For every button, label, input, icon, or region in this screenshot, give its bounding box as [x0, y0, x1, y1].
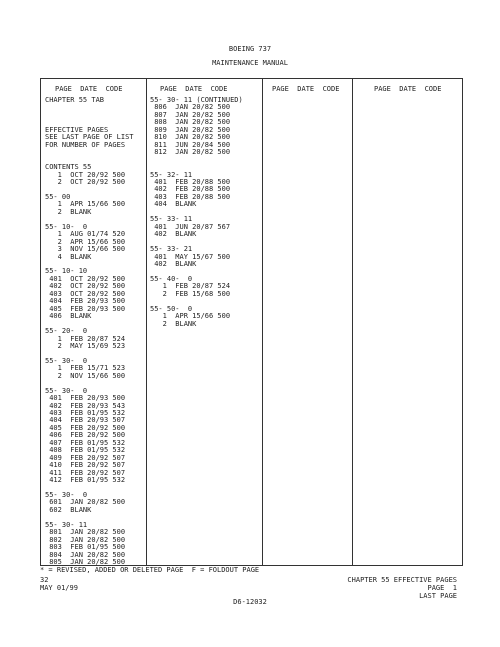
page-number-left: 32 — [40, 576, 49, 584]
entry-line: 405 FEB 20/93 500 — [45, 304, 126, 313]
entry-line: 2 FEB 15/68 500 — [150, 289, 231, 298]
entry-line: 811 JUN 20/84 500 — [150, 140, 231, 149]
entry-line: 803 FEB 01/95 500 — [45, 543, 126, 552]
entry-line: 2 NOV 15/66 500 — [45, 371, 126, 380]
manual-title: BOEING 737 — [228, 45, 272, 53]
entry-line: 3 NOV 15/66 500 — [45, 245, 126, 254]
entry-line: 402 FEB 20/93 543 — [45, 401, 126, 410]
entry-line: 55- 30- 0 — [45, 356, 88, 365]
entry-line: 55- 50- 0 — [150, 304, 193, 313]
column-divider — [146, 79, 147, 565]
column-1 — [45, 85, 145, 567]
entry-line: 404 BLANK — [150, 200, 197, 209]
entry-line: 805 JAN 20/82 500 — [45, 558, 126, 567]
entry-line: 55- 32- 11 — [150, 170, 193, 179]
chapter-label: CHAPTER 55 EFFECTIVE PAGES — [347, 576, 457, 584]
entry-line: 2 BLANK — [150, 319, 197, 328]
entry-line — [45, 104, 145, 111]
column-divider — [262, 79, 263, 565]
entry-line: 404 FEB 20/93 507 — [45, 416, 126, 425]
entry-line — [45, 112, 145, 119]
entry-line: 410 FEB 20/92 507 — [45, 461, 126, 470]
entry-line: 402 BLANK — [150, 230, 197, 239]
entry-line: 1 APR 15/66 500 — [45, 200, 126, 209]
entry-line: 2 BLANK — [45, 207, 92, 216]
entry-line: 55- 10- 0 — [45, 222, 88, 231]
entry-line: 55- 10- 10 — [45, 267, 88, 276]
column-header: PAGE DATE CODE — [374, 85, 442, 93]
entry-line: 802 JAN 20/82 500 — [45, 535, 126, 544]
entry-line — [45, 149, 145, 156]
entry-line: 406 BLANK — [45, 312, 92, 321]
entry-line: FOR NUMBER OF PAGES — [45, 140, 126, 149]
entry-line: 401 FEB 20/93 500 — [45, 394, 126, 403]
entry-line: 55- 30- 11 — [45, 520, 88, 529]
revision-date: MAY 01/99 — [40, 584, 78, 592]
entry-line: 403 FEB 20/88 500 — [150, 192, 231, 201]
legend-note: * = REVISED, ADDED OR DELETED PAGE F = FOLDOUT PAGE — [40, 566, 260, 574]
entry-line: 55- 00 — [45, 192, 71, 201]
manual-subtitle: MAINTENANCE MANUAL — [212, 59, 288, 67]
entry-line: 401 FEB 20/88 500 — [150, 177, 231, 186]
entry-line: 1 OCT 20/92 500 — [45, 170, 126, 179]
entry-line: 1 FEB 15/71 523 — [45, 364, 126, 373]
entry-line: 55- 30- 11 (CONTINUED) — [150, 96, 243, 104]
column-divider — [352, 79, 353, 565]
page-label: PAGE 1 — [427, 584, 457, 592]
entry-line: 801 JAN 20/82 500 — [45, 528, 126, 537]
entry-line: 401 OCT 20/92 500 — [45, 274, 126, 283]
entry-line: 1 FEB 20/87 524 — [45, 334, 126, 343]
entry-line: 55- 40- 0 — [150, 274, 193, 283]
column-header: PAGE DATE CODE — [160, 85, 228, 93]
entry-line: 812 JAN 20/82 500 — [150, 148, 231, 157]
entry-line: 402 OCT 20/92 500 — [45, 282, 126, 291]
entry-line: 403 OCT 20/92 500 — [45, 289, 126, 298]
column-2 — [150, 85, 260, 328]
column-3 — [266, 85, 350, 97]
entry-line: SEE LAST PAGE OF LIST — [45, 133, 134, 142]
entry-line: 401 JUN 20/87 567 — [150, 222, 231, 231]
last-page-label: LAST PAGE — [419, 592, 457, 600]
entry-line: 55- 30- 0 — [45, 386, 88, 395]
entry-line: 404 FEB 20/93 500 — [45, 297, 126, 306]
entry-line — [150, 157, 260, 164]
entry-line: 407 FEB 01/95 532 — [45, 438, 126, 447]
entry-line: 806 JAN 20/82 500 — [150, 103, 231, 112]
entry-line: 408 FEB 01/95 532 — [45, 446, 126, 455]
entry-line: 55- 33- 11 — [150, 215, 193, 224]
document-id: D6-12032 — [233, 598, 267, 606]
entry-line: 412 FEB 01/95 532 — [45, 476, 126, 485]
entry-line: 401 MAY 15/67 500 — [150, 252, 231, 261]
entry-line: 55- 30- 0 — [45, 491, 88, 500]
column-header: PAGE DATE CODE — [55, 85, 123, 93]
entry-line: 4 BLANK — [45, 252, 92, 261]
entry-line: 809 JAN 20/82 500 — [150, 125, 231, 134]
entry-line: 411 FEB 20/92 507 — [45, 468, 126, 477]
entry-line: 403 FEB 01/95 532 — [45, 409, 126, 418]
entry-line: CONTENTS 55 — [45, 163, 92, 172]
entry-line: 1 AUG 01/74 520 — [45, 230, 126, 239]
entry-line: 602 BLANK — [45, 505, 92, 514]
entry-line: 405 FEB 20/92 500 — [45, 423, 126, 432]
entry-line: 55- 20- 0 — [45, 327, 88, 336]
entry-line: 807 JAN 20/82 500 — [150, 110, 231, 119]
entry-line: CHAPTER 55 TAB — [45, 96, 105, 104]
entry-line: 402 FEB 20/88 500 — [150, 185, 231, 194]
column-header: PAGE DATE CODE — [272, 85, 340, 93]
entry-line: 55- 33- 21 — [150, 245, 193, 254]
entry-line: 1 APR 15/66 500 — [150, 312, 231, 321]
entry-line: 409 FEB 20/92 507 — [45, 453, 126, 462]
entry-line: 804 JAN 20/82 500 — [45, 550, 126, 559]
entry-line: 1 FEB 20/87 524 — [150, 282, 231, 291]
entry-line: 2 MAY 15/69 523 — [45, 341, 126, 350]
entry-line: 808 JAN 20/82 500 — [150, 118, 231, 127]
entry-line: 406 FEB 20/92 500 — [45, 431, 126, 440]
entry-line: 402 BLANK — [150, 259, 197, 268]
entry-line: 2 OCT 20/92 500 — [45, 177, 126, 186]
effective-pages-table — [40, 78, 463, 566]
entry-line: 810 JAN 20/82 500 — [150, 133, 231, 142]
entry-line: 2 APR 15/66 500 — [45, 237, 126, 246]
column-4 — [356, 85, 462, 97]
entry-line: 601 JAN 20/82 500 — [45, 498, 126, 507]
entry-line: EFFECTIVE PAGES — [45, 125, 109, 134]
